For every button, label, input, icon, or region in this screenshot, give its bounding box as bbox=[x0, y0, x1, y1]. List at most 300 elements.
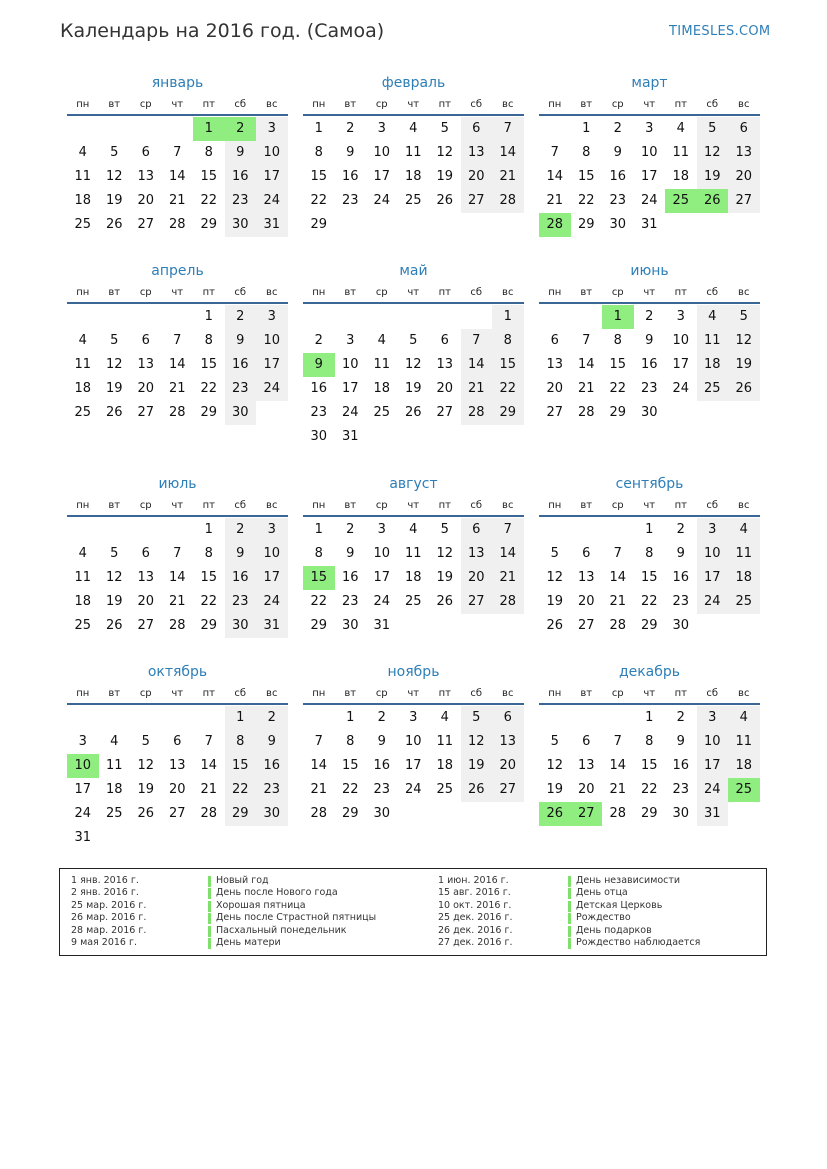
legend-date: 28 мар. 2016 г. bbox=[71, 924, 147, 936]
day-cell: 24 bbox=[256, 189, 288, 213]
weekday-header bbox=[303, 285, 524, 304]
day-cell: 29 bbox=[225, 802, 257, 826]
month-days bbox=[539, 706, 760, 826]
legend-date: 27 дек. 2016 г. bbox=[438, 937, 513, 948]
empty-cell bbox=[429, 305, 461, 329]
weekday-label: сб bbox=[470, 99, 483, 110]
day-cell: 23 bbox=[341, 594, 359, 609]
weekday-label: пт bbox=[674, 688, 687, 699]
day-cell: 7 bbox=[173, 145, 182, 160]
day-cell: 19 bbox=[137, 782, 155, 797]
weekday-label: сб bbox=[470, 500, 483, 511]
empty-cell bbox=[130, 706, 162, 730]
weekday-label: вт bbox=[108, 500, 121, 511]
day-cell: 13 bbox=[137, 169, 155, 184]
day-cell: 31 bbox=[373, 618, 391, 633]
empty-cell bbox=[162, 305, 194, 329]
weekday-label: пн bbox=[312, 688, 326, 699]
legend-date: 26 дек. 2016 г. bbox=[438, 924, 513, 936]
day-cell: 10 bbox=[672, 333, 690, 348]
weekday-label: сб bbox=[706, 688, 719, 699]
day-cell: 18 bbox=[74, 594, 92, 609]
day-cell: 11 bbox=[728, 730, 760, 754]
holiday-day-cell: 9 bbox=[303, 353, 335, 377]
day-cell: 10 bbox=[404, 734, 422, 749]
empty-cell bbox=[99, 117, 131, 141]
day-cell: 25 bbox=[74, 217, 92, 232]
day-cell: 5 bbox=[440, 522, 449, 537]
empty-cell bbox=[461, 305, 493, 329]
weekday-label: ср bbox=[139, 99, 152, 110]
day-cell: 29 bbox=[492, 401, 524, 425]
legend-date: 26 мар. 2016 г. bbox=[71, 912, 147, 924]
day-cell: 13 bbox=[461, 141, 493, 165]
day-cell: 22 bbox=[609, 381, 627, 396]
weekday-label: пн bbox=[76, 500, 90, 511]
weekday-label: вс bbox=[266, 500, 278, 511]
day-cell: 22 bbox=[225, 778, 257, 802]
day-cell: 9 bbox=[676, 546, 685, 561]
day-cell: 8 bbox=[645, 546, 654, 561]
day-cell: 5 bbox=[461, 706, 493, 730]
weekday-header bbox=[67, 285, 288, 304]
day-cell: 1 bbox=[314, 522, 323, 537]
day-cell: 15 bbox=[200, 169, 218, 184]
legend-date: 9 мая 2016 г. bbox=[71, 937, 137, 948]
weekday-header bbox=[303, 97, 524, 116]
day-cell: 3 bbox=[346, 333, 355, 348]
empty-cell bbox=[67, 518, 99, 542]
month-days bbox=[67, 706, 288, 850]
empty-cell bbox=[602, 706, 634, 730]
weekday-label: пт bbox=[674, 287, 687, 298]
weekday-label: ср bbox=[611, 688, 624, 699]
month-block bbox=[539, 73, 760, 237]
day-cell: 19 bbox=[105, 193, 123, 208]
day-cell: 6 bbox=[440, 333, 449, 348]
day-cell: 14 bbox=[546, 169, 564, 184]
day-cell: 22 bbox=[341, 782, 359, 797]
month-name: сентябрь bbox=[615, 476, 684, 492]
day-cell: 20 bbox=[168, 782, 186, 797]
weekday-label: вс bbox=[502, 688, 514, 699]
day-cell: 21 bbox=[492, 566, 524, 590]
day-cell: 10 bbox=[256, 141, 288, 165]
day-cell: 6 bbox=[550, 333, 559, 348]
weekday-header bbox=[67, 97, 288, 116]
empty-cell bbox=[99, 706, 131, 730]
day-cell: 19 bbox=[436, 570, 454, 585]
day-cell: 27 bbox=[577, 618, 595, 633]
holiday-day-cell: 26 bbox=[539, 802, 571, 826]
weekday-label: вс bbox=[502, 99, 514, 110]
weekday-header bbox=[67, 498, 288, 517]
day-cell: 9 bbox=[225, 542, 257, 566]
day-cell: 1 bbox=[314, 121, 323, 136]
day-cell: 29 bbox=[310, 217, 328, 232]
day-cell: 27 bbox=[461, 189, 493, 213]
day-cell: 2 bbox=[256, 706, 288, 730]
legend-marker bbox=[208, 876, 211, 887]
day-cell: 20 bbox=[577, 594, 595, 609]
day-cell: 25 bbox=[404, 193, 422, 208]
day-cell: 20 bbox=[137, 381, 155, 396]
day-cell: 11 bbox=[74, 570, 92, 585]
day-cell: 6 bbox=[728, 117, 760, 141]
weekday-label: пн bbox=[548, 287, 562, 298]
day-cell: 11 bbox=[404, 145, 422, 160]
day-cell: 12 bbox=[461, 730, 493, 754]
day-cell: 2 bbox=[613, 121, 622, 136]
day-cell: 1 bbox=[645, 522, 654, 537]
day-cell: 20 bbox=[461, 165, 493, 189]
day-cell: 13 bbox=[137, 570, 155, 585]
weekday-label: ср bbox=[139, 688, 152, 699]
month-days bbox=[67, 305, 288, 425]
day-cell: 30 bbox=[672, 806, 690, 821]
day-cell: 8 bbox=[314, 546, 323, 561]
weekday-label: пт bbox=[438, 99, 451, 110]
weekday-label: сб bbox=[234, 500, 247, 511]
day-cell: 14 bbox=[168, 570, 186, 585]
day-cell: 12 bbox=[546, 570, 564, 585]
day-cell: 3 bbox=[256, 117, 288, 141]
weekday-label: сб bbox=[706, 99, 719, 110]
day-cell: 28 bbox=[609, 806, 627, 821]
day-cell: 22 bbox=[492, 377, 524, 401]
month-block bbox=[67, 261, 288, 425]
day-cell: 31 bbox=[74, 830, 92, 845]
day-cell: 8 bbox=[314, 145, 323, 160]
day-cell: 8 bbox=[204, 546, 213, 561]
weekday-label: сб bbox=[234, 99, 247, 110]
legend-holiday-name: День отца bbox=[576, 887, 628, 899]
weekday-header bbox=[539, 686, 760, 705]
weekday-label: сб bbox=[470, 688, 483, 699]
month-name: декабрь bbox=[618, 664, 681, 680]
month-days bbox=[303, 305, 524, 449]
day-cell: 8 bbox=[645, 734, 654, 749]
day-cell: 31 bbox=[697, 802, 729, 826]
legend-marker bbox=[568, 901, 571, 912]
day-cell: 2 bbox=[225, 305, 257, 329]
day-cell: 11 bbox=[436, 734, 454, 749]
day-cell: 9 bbox=[346, 546, 355, 561]
day-cell: 15 bbox=[640, 570, 658, 585]
day-cell: 7 bbox=[550, 145, 559, 160]
empty-cell bbox=[539, 518, 571, 542]
day-cell: 24 bbox=[373, 594, 391, 609]
weekday-header bbox=[303, 686, 524, 705]
month-block bbox=[67, 662, 288, 850]
weekday-label: вт bbox=[108, 287, 121, 298]
day-cell: 21 bbox=[492, 165, 524, 189]
weekday-label: ср bbox=[375, 688, 388, 699]
weekday-label: пт bbox=[202, 99, 215, 110]
day-cell: 10 bbox=[256, 329, 288, 353]
weekday-label: вс bbox=[266, 287, 278, 298]
day-cell: 4 bbox=[110, 734, 119, 749]
empty-cell bbox=[539, 117, 571, 141]
legend-holiday-name: Детская Церковь bbox=[576, 899, 663, 911]
weekday-label: вс bbox=[738, 500, 750, 511]
day-cell: 15 bbox=[640, 758, 658, 773]
month-name: июнь bbox=[630, 263, 669, 279]
day-cell: 2 bbox=[676, 710, 685, 725]
weekday-label: чт bbox=[171, 99, 184, 110]
month-name: октябрь bbox=[147, 664, 208, 680]
day-cell: 8 bbox=[492, 329, 524, 353]
month-days bbox=[303, 706, 524, 826]
day-cell: 31 bbox=[256, 614, 288, 638]
day-cell: 7 bbox=[461, 329, 493, 353]
day-cell: 5 bbox=[110, 333, 119, 348]
weekday-label: чт bbox=[643, 500, 656, 511]
day-cell: 6 bbox=[141, 546, 150, 561]
empty-cell bbox=[539, 706, 571, 730]
day-cell: 11 bbox=[373, 357, 391, 372]
empty-cell bbox=[130, 518, 162, 542]
day-cell: 24 bbox=[697, 590, 729, 614]
day-cell: 23 bbox=[373, 782, 391, 797]
day-cell: 5 bbox=[440, 121, 449, 136]
day-cell: 3 bbox=[377, 522, 386, 537]
day-cell: 23 bbox=[672, 594, 690, 609]
day-cell: 11 bbox=[697, 329, 729, 353]
holiday-legend bbox=[59, 868, 767, 956]
holiday-day-cell: 25 bbox=[665, 189, 697, 213]
weekday-header bbox=[67, 686, 288, 705]
site-link[interactable]: TIMESLES.COM bbox=[669, 24, 771, 39]
day-cell: 16 bbox=[672, 570, 690, 585]
day-cell: 6 bbox=[173, 734, 182, 749]
day-cell: 31 bbox=[640, 217, 658, 232]
empty-cell bbox=[571, 706, 603, 730]
day-cell: 15 bbox=[200, 357, 218, 372]
weekday-label: пн bbox=[76, 688, 90, 699]
day-cell: 17 bbox=[373, 169, 391, 184]
day-cell: 25 bbox=[728, 590, 760, 614]
weekday-label: пт bbox=[674, 99, 687, 110]
day-cell: 26 bbox=[404, 405, 422, 420]
day-cell: 16 bbox=[341, 169, 359, 184]
day-cell: 25 bbox=[105, 806, 123, 821]
day-cell: 28 bbox=[609, 618, 627, 633]
day-cell: 24 bbox=[341, 405, 359, 420]
day-cell: 4 bbox=[728, 706, 760, 730]
day-cell: 26 bbox=[105, 405, 123, 420]
day-cell: 11 bbox=[74, 357, 92, 372]
day-cell: 7 bbox=[173, 546, 182, 561]
weekday-label: вт bbox=[344, 287, 357, 298]
month-days bbox=[303, 518, 524, 638]
day-cell: 18 bbox=[697, 353, 729, 377]
weekday-label: сб bbox=[234, 287, 247, 298]
day-cell: 21 bbox=[168, 594, 186, 609]
day-cell: 3 bbox=[78, 734, 87, 749]
empty-cell bbox=[303, 706, 335, 730]
empty-cell bbox=[162, 706, 194, 730]
day-cell: 1 bbox=[582, 121, 591, 136]
day-cell: 13 bbox=[546, 357, 564, 372]
day-cell: 12 bbox=[697, 141, 729, 165]
day-cell: 12 bbox=[404, 357, 422, 372]
day-cell: 2 bbox=[225, 518, 257, 542]
day-cell: 22 bbox=[640, 782, 658, 797]
legend-marker bbox=[208, 888, 211, 899]
legend-marker bbox=[568, 876, 571, 887]
day-cell: 5 bbox=[728, 305, 760, 329]
month-days bbox=[539, 518, 760, 638]
day-cell: 17 bbox=[404, 758, 422, 773]
day-cell: 24 bbox=[697, 778, 729, 802]
weekday-label: чт bbox=[643, 99, 656, 110]
day-cell: 15 bbox=[577, 169, 595, 184]
holiday-day-cell: 27 bbox=[571, 802, 603, 826]
day-cell: 11 bbox=[404, 546, 422, 561]
weekday-label: вт bbox=[108, 688, 121, 699]
day-cell: 5 bbox=[697, 117, 729, 141]
legend-date: 2 янв. 2016 г. bbox=[71, 887, 139, 899]
day-cell: 3 bbox=[409, 710, 418, 725]
day-cell: 31 bbox=[256, 213, 288, 237]
weekday-label: вт bbox=[580, 688, 593, 699]
day-cell: 14 bbox=[461, 353, 493, 377]
weekday-header bbox=[303, 498, 524, 517]
day-cell: 6 bbox=[141, 333, 150, 348]
day-cell: 30 bbox=[373, 806, 391, 821]
month-name: февраль bbox=[381, 75, 446, 91]
day-cell: 13 bbox=[461, 542, 493, 566]
day-cell: 22 bbox=[200, 381, 218, 396]
day-cell: 24 bbox=[256, 590, 288, 614]
weekday-label: вт bbox=[344, 500, 357, 511]
day-cell: 10 bbox=[341, 357, 359, 372]
day-cell: 13 bbox=[168, 758, 186, 773]
legend-date: 15 авг. 2016 г. bbox=[438, 887, 511, 899]
day-cell: 9 bbox=[613, 145, 622, 160]
day-cell: 27 bbox=[436, 405, 454, 420]
day-cell: 19 bbox=[105, 381, 123, 396]
weekday-label: вс bbox=[502, 287, 514, 298]
empty-cell bbox=[162, 518, 194, 542]
day-cell: 16 bbox=[225, 566, 257, 590]
day-cell: 27 bbox=[728, 189, 760, 213]
day-cell: 23 bbox=[225, 590, 257, 614]
day-cell: 19 bbox=[697, 165, 729, 189]
day-cell: 18 bbox=[105, 782, 123, 797]
legend-marker bbox=[208, 913, 211, 924]
weekday-label: сб bbox=[470, 287, 483, 298]
holiday-day-cell: 1 bbox=[193, 117, 225, 141]
day-cell: 12 bbox=[728, 329, 760, 353]
day-cell: 4 bbox=[377, 333, 386, 348]
day-cell: 18 bbox=[672, 169, 690, 184]
day-cell: 9 bbox=[225, 141, 257, 165]
day-cell: 14 bbox=[577, 357, 595, 372]
day-cell: 28 bbox=[461, 401, 493, 425]
weekday-label: чт bbox=[171, 287, 184, 298]
legend-holiday-name: Новый год bbox=[216, 875, 269, 886]
weekday-label: вт bbox=[580, 99, 593, 110]
day-cell: 28 bbox=[168, 405, 186, 420]
weekday-label: вт bbox=[580, 287, 593, 298]
day-cell: 11 bbox=[672, 145, 690, 160]
day-cell: 6 bbox=[492, 706, 524, 730]
weekday-label: сб bbox=[234, 688, 247, 699]
day-cell: 10 bbox=[697, 542, 729, 566]
day-cell: 30 bbox=[609, 217, 627, 232]
month-block bbox=[539, 662, 760, 826]
day-cell: 29 bbox=[341, 806, 359, 821]
empty-cell bbox=[99, 518, 131, 542]
month-block bbox=[539, 474, 760, 638]
day-cell: 23 bbox=[256, 778, 288, 802]
day-cell: 23 bbox=[225, 189, 257, 213]
day-cell: 18 bbox=[74, 381, 92, 396]
day-cell: 20 bbox=[137, 193, 155, 208]
legend-marker bbox=[568, 888, 571, 899]
day-cell: 1 bbox=[225, 706, 257, 730]
day-cell: 5 bbox=[141, 734, 150, 749]
day-cell: 24 bbox=[256, 377, 288, 401]
day-cell: 15 bbox=[492, 353, 524, 377]
day-cell: 3 bbox=[697, 518, 729, 542]
day-cell: 1 bbox=[492, 305, 524, 329]
empty-cell bbox=[99, 305, 131, 329]
weekday-label: чт bbox=[171, 500, 184, 511]
day-cell: 14 bbox=[168, 169, 186, 184]
day-cell: 25 bbox=[697, 377, 729, 401]
day-cell: 27 bbox=[137, 217, 155, 232]
weekday-label: ср bbox=[375, 99, 388, 110]
month-name: июль bbox=[158, 476, 197, 492]
empty-cell bbox=[335, 305, 367, 329]
day-cell: 21 bbox=[609, 782, 627, 797]
day-cell: 30 bbox=[640, 405, 658, 420]
day-cell: 4 bbox=[78, 546, 87, 561]
day-cell: 20 bbox=[461, 566, 493, 590]
day-cell: 3 bbox=[645, 121, 654, 136]
day-cell: 13 bbox=[137, 357, 155, 372]
day-cell: 29 bbox=[310, 618, 328, 633]
day-cell: 24 bbox=[672, 381, 690, 396]
month-days bbox=[539, 305, 760, 425]
month-days bbox=[67, 117, 288, 237]
day-cell: 11 bbox=[728, 542, 760, 566]
day-cell: 2 bbox=[645, 309, 654, 324]
day-cell: 12 bbox=[436, 546, 454, 561]
day-cell: 9 bbox=[645, 333, 654, 348]
day-cell: 22 bbox=[310, 594, 328, 609]
month-name: август bbox=[389, 476, 438, 492]
day-cell: 4 bbox=[676, 121, 685, 136]
day-cell: 8 bbox=[613, 333, 622, 348]
weekday-label: пн bbox=[76, 99, 90, 110]
day-cell: 1 bbox=[346, 710, 355, 725]
weekday-label: пн bbox=[312, 500, 326, 511]
weekday-header bbox=[539, 285, 760, 304]
weekday-label: ср bbox=[139, 287, 152, 298]
day-cell: 16 bbox=[373, 758, 391, 773]
month-days bbox=[539, 117, 760, 237]
month-name: январь bbox=[151, 75, 204, 91]
legend-holiday-name: Рождество bbox=[576, 912, 631, 924]
day-cell: 12 bbox=[105, 570, 123, 585]
day-cell: 15 bbox=[609, 357, 627, 372]
weekday-label: чт bbox=[407, 688, 420, 699]
page-title: Календарь на 2016 год. (Самоа) bbox=[60, 20, 385, 42]
